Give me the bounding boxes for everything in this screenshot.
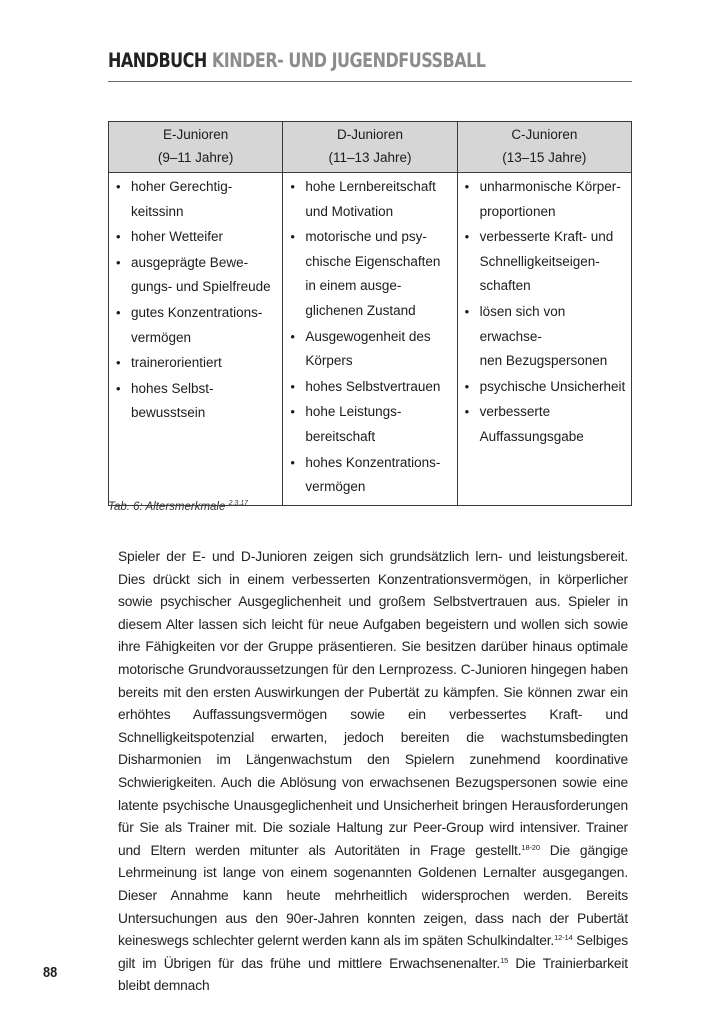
column-age-range: (9–11 Jahre) (157, 150, 234, 165)
column-title: E-Junioren (163, 127, 229, 142)
age-characteristics-table (108, 121, 632, 506)
column-header-c-junioren (457, 122, 631, 173)
column-header-e-junioren (109, 122, 283, 173)
list-item: • ausgeprägte Bewe- gungs- und Spielfreude (116, 251, 278, 300)
paragraph-text: Selbiges gilt im Übrigen für das frühe und mittlere Erwachsenenalter. (118, 933, 628, 971)
paragraph (118, 546, 628, 998)
paragraph-text: Spieler der E- und D-Junioren zeigen sich grundsätzlich lern- und leistungsbereit. Dies drückt sich in einem verbesserten Konzentrationsvermögen, in körperlicher sowie psychischer Ausgeglichenheit und großem Selbstvertrauen aus. Spieler in diesem Alter lassen sich leicht für neue Aufgaben begeistern und wollen sich sowie ihre Fähigkeiten vor der Gruppe präsentieren. Sie besitzen darüber hinaus optimale motorische Grundvoraussetzungen für den Lernprozess. C-Junioren hingegen haben bereits mit den ersten Auswirkungen der Pubertät zu kämpfen. Sie können zwar ein erhöhtes Auffassungsvermögen sowie ein verbessertes Kraft- und Schnelligkeitspotenzial erwarten, jedoch bereiten die wachstumsbedingten Disharmonien im Längenwachstum den Spielern zunehmend koordinative Schwierigkeiten. Auch die Ablösung von erwachsenen Bezugspersonen sowie eine latente psychische Unausgeglichenheit und Unsicherheit bringen Herausforderungen für Sie als Trainer mit. Die soziale Haltung zur Peer-Group wird intensiver. Trainer und Eltern werden mitunter als Autoritäten in Frage gestellt. (118, 549, 628, 858)
bullet-list (290, 175, 452, 500)
list-item: • gutes Konzentrations- vermögen (116, 301, 278, 350)
cell-c-junioren (457, 173, 631, 506)
bullet-list (465, 175, 627, 450)
list-item: • motorische und psy- chische Eigenschaften in einem ausge- glichenen Zustand (290, 225, 452, 323)
list-item: • verbesserte Auffassungsgabe (465, 400, 627, 449)
list-item: • hohe Leistungs- bereitschaft (290, 400, 452, 449)
header-rule (108, 81, 632, 82)
list-item: • psychische Unsicherheit (465, 375, 627, 400)
body-paragraph (118, 546, 628, 998)
running-header (108, 48, 538, 74)
list-item: • hoher Gerechtig- keitssinn (116, 175, 278, 224)
bullet-list (116, 175, 278, 426)
list-item: • verbesserte Kraft- und Schnelligkeitseigen- schaften (465, 225, 627, 299)
column-title: D-Junioren (336, 127, 403, 142)
caption-references: 2,3,17 (228, 500, 249, 507)
cell-d-junioren (283, 173, 457, 506)
paragraph-text: Die gängige Lehrmeinung ist lange von einem sogenannten Goldenen Lernalter ausgegangen. Dieser Annahme kann heute mehrheitlich widersprochen werden. Bereits Untersuchungen aus den 90er-Jahren konnten zeigen, dass nach der Pubertät keineswegs schlechter gelernt werden kann als im späten Schulkindalter. (118, 842, 628, 949)
page-number: 88 (43, 964, 58, 981)
citation: 12-14 (554, 933, 573, 943)
table-body-row (109, 173, 632, 506)
table-caption (108, 500, 248, 513)
column-header-d-junioren (283, 122, 457, 173)
list-item: • lösen sich von erwachse- nen Bezugspersonen (465, 300, 627, 374)
header-title-bold: HANDBUCH (108, 49, 207, 72)
list-item: • unharmonische Körper- proportionen (465, 175, 627, 224)
column-title: C-Junioren (511, 127, 578, 142)
citation: 15 (500, 955, 509, 965)
list-item: • hohes Konzentrations- vermögen (290, 451, 452, 500)
list-item: • hohes Selbst- bewusstsein (116, 377, 278, 426)
table-header-row (109, 122, 632, 173)
paragraph-text: Die Trainierbarkeit bleibt demnach (118, 955, 628, 994)
header-title-light: KINDER- UND JUGENDFUSSBALL (211, 49, 486, 72)
caption-text: Tab. 6: Altersmerkmale (108, 501, 226, 513)
cell-e-junioren (109, 173, 283, 506)
list-item: • trainerorientiert (116, 351, 278, 376)
list-item: • Ausgewogenheit des Körpers (290, 325, 452, 374)
citation: 18-20 (521, 842, 540, 852)
list-item: • hohe Lernbereitschaft und Motivation (290, 175, 452, 224)
list-item: • hohes Selbstvertrauen (290, 375, 452, 400)
column-age-range: (13–15 Jahre) (502, 150, 587, 165)
list-item: • hoher Wetteifer (116, 225, 278, 250)
column-age-range: (11–13 Jahre) (328, 150, 412, 165)
